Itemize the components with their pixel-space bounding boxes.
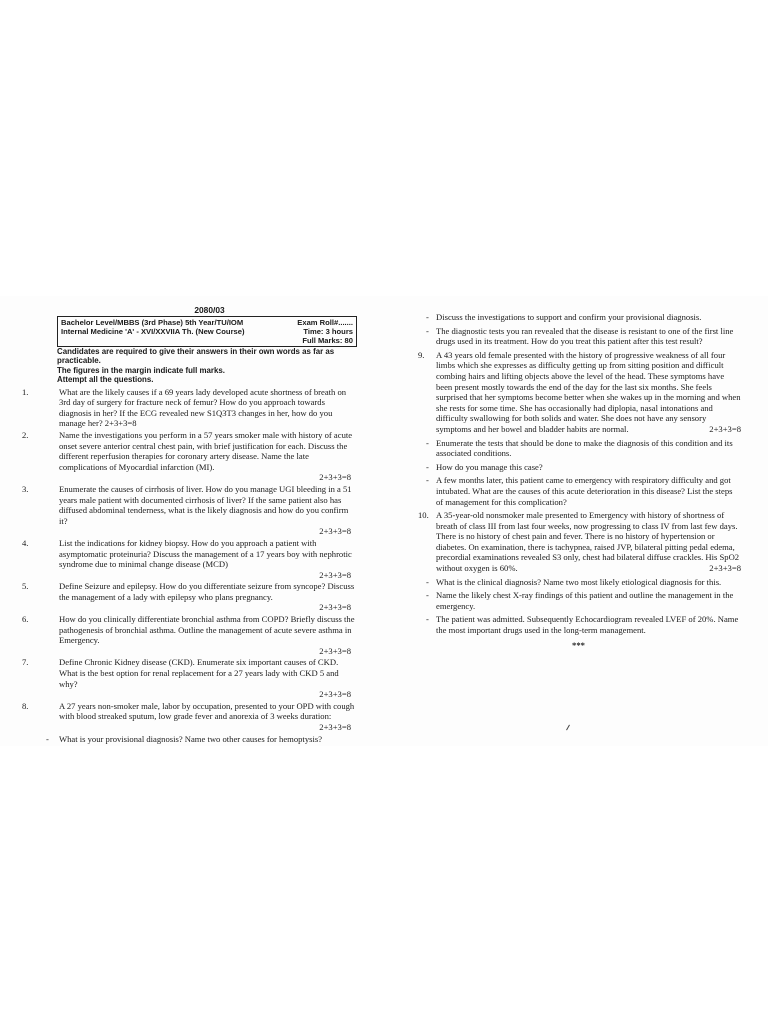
question-number: 4. (22, 537, 29, 548)
sub-question (22, 734, 357, 745)
instruction-1: Candidates are required to give their answers in their own words as far as practicable. (57, 346, 335, 366)
question (22, 387, 357, 429)
full-marks: Full Marks: 80 (302, 335, 353, 345)
sub-question-text: What is the clinical diagnosis? Name two most likely etiological diagnosis for this. (436, 576, 722, 587)
question-number: 7. (22, 657, 29, 668)
question (22, 657, 357, 699)
dash-bullet: - (426, 437, 429, 448)
exam-roll: Exam Roll#....... (297, 317, 353, 327)
question-number: 6. (22, 614, 29, 625)
question-text: Name the investigations you perform in a 57 years smoker male with history of acute onset severe anterior central chest pain, with brief justification for each. Discuss the different reperfusion therapies for coronary artery disease. Name the late complications of Myocardial infarction (MI). (59, 429, 353, 472)
dash-bullet: - (46, 733, 49, 744)
question-number: 5. (22, 581, 29, 592)
instructions (57, 347, 357, 385)
exam-time: Time: 3 hours (303, 326, 353, 336)
question-marks: 2+3+3=8 (319, 569, 351, 580)
question-marks: 2+3+3=8 (319, 689, 351, 700)
end-mark: *** (572, 639, 585, 650)
dash-bullet: - (426, 312, 429, 322)
instruction-2: The figures in the margin indicate full marks. (57, 365, 225, 375)
exam-header-box (57, 316, 357, 347)
dash-bullet: - (426, 590, 429, 601)
question-number: 8. (22, 700, 29, 711)
exam-year: 2080/03 (194, 305, 225, 315)
dash-bullet: - (426, 475, 429, 486)
question-number: 9. (418, 349, 425, 360)
left-column (22, 305, 357, 744)
question-marks: 2+3+3=8 (319, 602, 351, 613)
question-marks: 2+3+3=8 (319, 722, 351, 732)
question-marks: 2+3+3=8 (709, 423, 741, 434)
question-marks: 2+3+3=8 (319, 645, 351, 656)
right-column (416, 312, 741, 650)
question-marks: 2+3+3=8 (319, 472, 351, 483)
question-text: A 43 years old female presented with the history of progressive weakness of all four limbs which she expresses as difficulty getting up from sitting position and difficult combing hairs and lifting objects above the level of the head. These symptoms have been present mostly towards the end of the day for the last six months. She feels surprised that her symptoms become better when she wakes up in the morning and when she rests for some time. She has occasionally had diplopia, nasal intonations and difficulty swallowing for both solids and water. She does not have any sensory symptoms and her bowel and bladder habits are normal. (436, 349, 741, 434)
question-marks: 2+3+3=8 (319, 526, 351, 537)
sub-question (416, 475, 741, 507)
dash-bullet: - (426, 325, 429, 336)
question-text: A 35-year-old nonsmoker male presented to Emergency with history of shortness of breath of class III from last four weeks, now progressing to class IV from last few days. There is no history of chest pain and fever. There is no history of hypertension or diabetes. On examination, there is tachypnea, raised JVP, bilateral pitting pedal edema, precordial examinations revealed S3 only, chest had bilateral diffuse crackles. His SpO2 without oxygen is 60%. (436, 510, 740, 574)
question-text: List the indications for kidney biopsy. How do you approach a patient with asymptomatic proteinuria? Discuss the management of a 17 years boy with nephrotic syndrome due to minimal change disease (MCD) (59, 537, 352, 570)
question (22, 581, 357, 613)
sub-question-text: What is your provisional diagnosis? Name two other causes for hemoptysis? (59, 733, 323, 744)
question-text: Define Seizure and epilepsy. How do you differentiate seizure from syncope? Discuss the management of a lady with epilepsy who plans pregnancy. (59, 581, 355, 602)
sub-question-text: Enumerate the tests that should be done to make the diagnosis of this condition and its associated conditions. (436, 437, 733, 459)
dash-bullet: - (426, 576, 429, 587)
question-number: 1. (22, 386, 29, 397)
question (22, 614, 357, 656)
question (22, 430, 357, 483)
sub-question-text: The diagnostic tests you ran revealed that the disease is resistant to one of the first line drugs used in its treatment. How do you treat this patient after this test result? (436, 325, 734, 347)
sub-question-text: The patient was admitted. Subsequently Echocardiogram revealed LVEF of 20%. Name the most important drugs used in the long-term management. (436, 614, 739, 636)
question-number: 2. (22, 429, 29, 440)
sub-question (416, 590, 741, 611)
question-number: 3. (22, 483, 29, 494)
sub-question (416, 326, 741, 347)
question-text: What are the likely causes if a 69 years lady developed acute shortness of breath on 3rd day of surgery for fracture neck of femur? How do you approach towards diagnosis in her? If the ECG revealed new S1Q3T3 changes in her, how do you manage her? 2+3+3=8 (59, 386, 347, 429)
sub-question (416, 614, 741, 635)
question-text: Enumerate the causes of cirrhosis of liver. How do you manage UGI bleeding in a 51 years male patient with documented cirrhosis of liver? If the same patient also has diffused abdominal tenderness, what is the likely diagnosis and how do you confirm it? (59, 483, 352, 526)
question-marks: 2+3+3=8 (709, 563, 741, 574)
question-list-left (22, 387, 357, 733)
question-text: How do you clinically differentiate bronchial asthma from COPD? Briefly discuss the pathogenesis of bronchial asthma. Outline the management of acute severe asthma in Emergency. (59, 614, 355, 646)
question-text: A 27 years non-smoker male, labor by occupation, presented to your OPD with cough with blood streaked sputum, low grade fever and anorexia of 3 weeks duration: (59, 700, 355, 722)
sub-question-text: Name the likely chest X-ray findings of this patient and outline the management in the emergency. (436, 590, 734, 611)
subject-line: Internal Medicine 'A' - XVI/XXVIIA Th. (New Course) (61, 326, 245, 336)
question-number: 10. (418, 510, 429, 521)
dash-bullet: - (426, 614, 429, 625)
dash-bullet: - (426, 461, 429, 472)
question-text: Define Chronic Kidney disease (CKD). Enumerate six important causes of CKD. What is the best option for renal replacement for a 27 years lady with CKD 5 and why? (59, 657, 339, 689)
sub-question-text: Discuss the investigations to support and confirm your provisional diagnosis. (436, 312, 702, 322)
question (22, 538, 357, 580)
sub-question (416, 312, 741, 323)
question (416, 350, 741, 435)
question (22, 484, 357, 537)
sub-question-text: A few months later, this patient came to emergency with respiratory difficulty and got intubated. What are the causes of this acute deterioration in this disease? List the steps of management for this complication? (436, 475, 733, 507)
sub-question (416, 577, 741, 588)
instruction-3: Attempt all the questions. (57, 375, 154, 385)
question (416, 510, 741, 574)
sub-question (416, 438, 741, 459)
course-line: Bachelor Level/MBBS (3rd Phase) 5th Year/TU/IOM (61, 317, 244, 327)
sub-question (416, 462, 741, 473)
sub-question-text: How do you manage this case? (436, 461, 543, 472)
question (22, 701, 357, 733)
